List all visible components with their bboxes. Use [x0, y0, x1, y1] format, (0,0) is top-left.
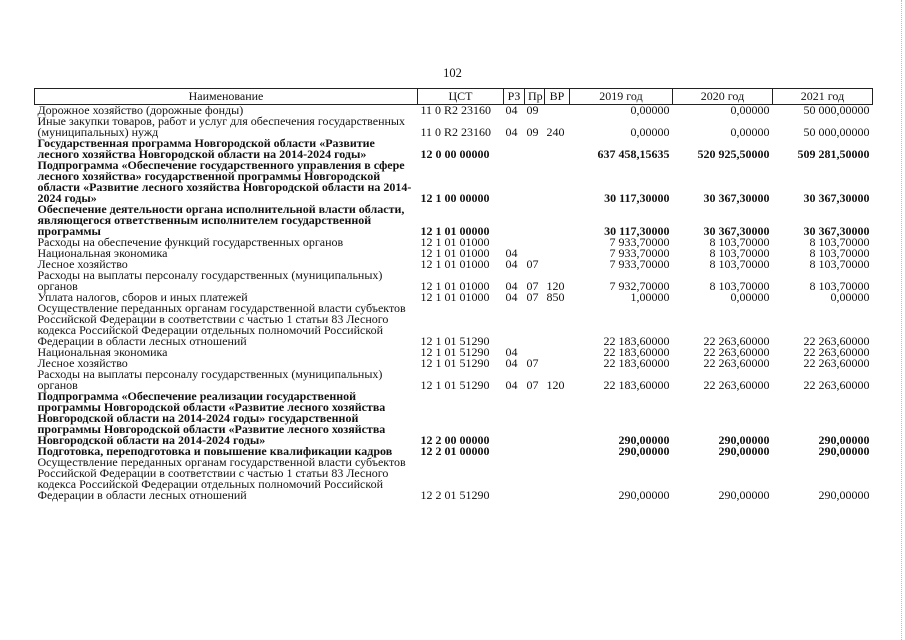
- row-rz: 04: [505, 246, 518, 260]
- row-2021: 22 263,60000: [803, 345, 870, 359]
- row-2021: 0,00000: [830, 290, 870, 304]
- row-name: Национальная экономика: [37, 345, 168, 359]
- row-rz: 04: [505, 279, 518, 293]
- row-2020: 0,00000: [730, 103, 770, 117]
- row-cst: 12 1 01 51290: [420, 345, 490, 359]
- row-2020: 0,00000: [730, 125, 770, 139]
- row-pr: [525, 237, 545, 248]
- table-row: [35, 369, 873, 391]
- row-vr: 240: [546, 125, 565, 139]
- row-2020: 22 263,60000: [703, 334, 770, 348]
- row-rz: 04: [505, 125, 518, 139]
- row-name: Лесное хозяйство: [37, 257, 128, 271]
- row-rz: 04: [505, 345, 518, 359]
- row-2020: 290,00000: [718, 433, 770, 447]
- row-pr: 09: [526, 103, 539, 117]
- row-name: Подготовка, переподготовка и повышение квалификации кадров: [37, 444, 393, 458]
- row-2019: 7 932,70000: [609, 279, 670, 293]
- row-rz: 04: [505, 356, 518, 370]
- row-pr: [525, 160, 545, 204]
- table-row: [35, 270, 873, 292]
- row-cst: 12 1 01 01000: [420, 235, 490, 249]
- row-vr: 120: [546, 279, 565, 293]
- row-pr: 07: [526, 356, 539, 370]
- row-cst: 12 1 01 51290: [420, 378, 490, 392]
- row-2019: 0,00000: [630, 125, 670, 139]
- row-pr: [525, 303, 545, 347]
- row-rz: 04: [505, 290, 518, 304]
- column-header-rz: РЗ: [504, 89, 525, 105]
- row-vr: [545, 303, 570, 347]
- table-row: [35, 303, 873, 347]
- row-rz: [504, 138, 525, 160]
- row-name: Обеспечение деятельности органа исполнительной власти области, являющегося ответственным исполнителем государственной программы: [37, 202, 405, 238]
- row-2021: 8 103,70000: [809, 257, 870, 271]
- row-2020: 290,00000: [718, 488, 770, 502]
- row-2020: 22 263,60000: [703, 356, 770, 370]
- table-row: [35, 457, 873, 503]
- table-row: [35, 391, 873, 446]
- row-2019: 7 933,70000: [609, 257, 670, 271]
- row-2021: 509 281,50000: [797, 147, 870, 161]
- row-rz: [504, 457, 525, 503]
- table-row: [35, 116, 873, 138]
- row-2020: 22 263,60000: [703, 345, 770, 359]
- row-pr: 07: [526, 279, 539, 293]
- row-vr: [545, 347, 570, 358]
- row-2020: 8 103,70000: [709, 246, 770, 260]
- row-2021: 290,00000: [818, 488, 870, 502]
- row-name: Расходы на выплаты персоналу государственных (муниципальных) органов: [37, 367, 383, 392]
- row-pr: [525, 446, 545, 457]
- row-vr: [545, 237, 570, 248]
- row-rz: [504, 303, 525, 347]
- row-2021: 22 263,60000: [803, 378, 870, 392]
- row-cst: 12 1 00 00000: [420, 191, 490, 205]
- row-2019: 7 933,70000: [609, 246, 670, 260]
- row-pr: 07: [526, 378, 539, 392]
- table-row: [35, 204, 873, 237]
- row-name: Дорожное хозяйство (дорожные фонды): [37, 103, 244, 117]
- column-header-pr: Пр: [525, 89, 545, 105]
- row-2021: 290,00000: [818, 444, 870, 458]
- row-2019: 22 183,60000: [603, 345, 670, 359]
- row-cst: 12 1 01 01000: [420, 246, 490, 260]
- row-2021: 50 000,00000: [803, 125, 870, 139]
- page-edge-marks: [899, 0, 902, 640]
- row-name: Осуществление переданных органам государственной власти субъектов Российской Федерации в соответствии с частью 1 статьи 83 Лесного кодекса Российской Федерации отдельных полномочий Российской Федерации в области лесных отношений: [37, 301, 406, 348]
- row-name: Национальная экономика: [37, 246, 168, 260]
- row-2019: 30 117,30000: [604, 191, 670, 205]
- row-rz: 04: [505, 378, 518, 392]
- row-rz: [504, 391, 525, 446]
- row-2021: 8 103,70000: [809, 246, 870, 260]
- row-2020: 8 103,70000: [709, 257, 770, 271]
- row-vr: [545, 138, 570, 160]
- row-2020: 290,00000: [718, 444, 770, 458]
- row-2021: 22 263,60000: [803, 356, 870, 370]
- row-2019: 290,00000: [618, 444, 670, 458]
- row-cst: 12 1 01 01000: [420, 257, 490, 271]
- row-name: Расходы на обеспечение функций государственных органов: [37, 235, 344, 249]
- row-2020: 30 367,30000: [703, 224, 770, 238]
- row-cst: 12 1 01 51290: [420, 356, 490, 370]
- budget-table: [34, 88, 873, 503]
- row-name: Уплата налогов, сборов и иных платежей: [37, 290, 248, 304]
- row-2021: 30 367,30000: [803, 224, 870, 238]
- row-rz: 04: [505, 257, 518, 271]
- row-pr: [525, 138, 545, 160]
- column-header-vr: ВР: [545, 89, 570, 105]
- row-2021: 22 263,60000: [803, 334, 870, 348]
- row-cst: 11 0 R2 23160: [420, 125, 492, 139]
- row-2020: 22 263,60000: [703, 378, 770, 392]
- column-header-name: Наименование: [35, 89, 418, 105]
- row-pr: 09: [526, 125, 539, 139]
- row-name: Подпрограмма «Обеспечение государственного управления в сфере лесного хозяйства» государственной программы Новгородской области «Развитие лесного хозяйства Новгородской области на 2014-2024 годы»: [37, 158, 412, 205]
- row-name: Расходы на выплаты персоналу государственных (муниципальных) органов: [37, 268, 383, 293]
- row-2019: 637 458,15635: [597, 147, 670, 161]
- table-body: [35, 105, 873, 504]
- row-vr: [545, 358, 570, 369]
- row-cst: 11 0 R2 23160: [420, 103, 492, 117]
- row-pr: 07: [526, 257, 539, 271]
- row-pr: [525, 204, 545, 237]
- row-rz: [504, 446, 525, 457]
- row-name: Лесное хозяйство: [37, 356, 128, 370]
- table-row: [35, 160, 873, 204]
- row-cst: 12 2 00 00000: [420, 433, 490, 447]
- row-2020: 0,00000: [730, 290, 770, 304]
- column-header-2021: 2021 год: [773, 89, 873, 105]
- row-2021: 50 000,00000: [803, 103, 870, 117]
- row-cst: 12 2 01 51290: [420, 488, 490, 502]
- row-cst: 12 1 01 01000: [420, 290, 490, 304]
- row-cst: 12 2 01 00000: [420, 444, 490, 458]
- column-header-2019: 2019 год: [570, 89, 673, 105]
- row-2021: 8 103,70000: [809, 235, 870, 249]
- row-pr: [525, 391, 545, 446]
- row-vr: [545, 204, 570, 237]
- row-cst: 12 1 01 01000: [420, 279, 490, 293]
- row-2020: 520 925,50000: [697, 147, 770, 161]
- row-pr: 07: [526, 290, 539, 304]
- row-name: Иные закупки товаров, работ и услуг для обеспечения государственных (муниципальных) нужд: [37, 114, 405, 139]
- row-2019: 22 183,60000: [603, 334, 670, 348]
- row-name: Подпрограмма «Обеспечение реализации государственной программы Новгородской области «Развитие лесного хозяйства Новгородской области на 2014-2024 годы» государственной программы Новгородской области «Развитие лесного хозяйства Новгородской области на 2014-2024 годы»: [37, 389, 386, 447]
- row-2019: 7 933,70000: [609, 235, 670, 249]
- column-header-2020: 2020 год: [673, 89, 773, 105]
- row-2019: 1,00000: [630, 290, 670, 304]
- row-2020: 30 367,30000: [703, 191, 770, 205]
- row-cst: 12 1 01 51290: [420, 334, 490, 348]
- row-vr: [545, 259, 570, 270]
- column-header-cst: ЦСТ: [418, 89, 504, 105]
- row-2021: 290,00000: [818, 433, 870, 447]
- row-2020: 8 103,70000: [709, 235, 770, 249]
- row-2021: 8 103,70000: [809, 279, 870, 293]
- row-vr: [545, 446, 570, 457]
- row-2019: 22 183,60000: [603, 356, 670, 370]
- row-2019: 290,00000: [618, 433, 670, 447]
- page-number: 102: [443, 66, 462, 80]
- row-rz: 04: [505, 103, 518, 117]
- row-2019: 0,00000: [630, 103, 670, 117]
- row-rz: [504, 160, 525, 204]
- table-row: [35, 138, 873, 160]
- row-2020: 8 103,70000: [709, 279, 770, 293]
- row-rz: [504, 204, 525, 237]
- row-cst: 12 1 01 00000: [420, 224, 490, 238]
- row-vr: [545, 457, 570, 503]
- row-2019: 290,00000: [618, 488, 670, 502]
- row-vr: [545, 105, 570, 117]
- row-2019: 22 183,60000: [603, 378, 670, 392]
- row-vr: [545, 160, 570, 204]
- row-vr: 850: [546, 290, 565, 304]
- row-2019: 30 117,30000: [604, 224, 670, 238]
- row-2021: 30 367,30000: [803, 191, 870, 205]
- row-vr: [545, 248, 570, 259]
- row-name: Осуществление переданных органам государственной власти субъектов Российской Федерации в соответствии с частью 1 статьи 83 Лесного кодекса Российской Федерации отдельных полномочий Российской Федерации в области лесных отношений: [37, 455, 406, 502]
- row-name: Государственная программа Новгородской области «Развитие лесного хозяйства Новгородской области на 2014-2024 годы»: [37, 136, 375, 161]
- row-vr: 120: [546, 378, 565, 392]
- row-cst: 12 0 00 00000: [420, 147, 490, 161]
- row-vr: [545, 391, 570, 446]
- row-pr: [525, 457, 545, 503]
